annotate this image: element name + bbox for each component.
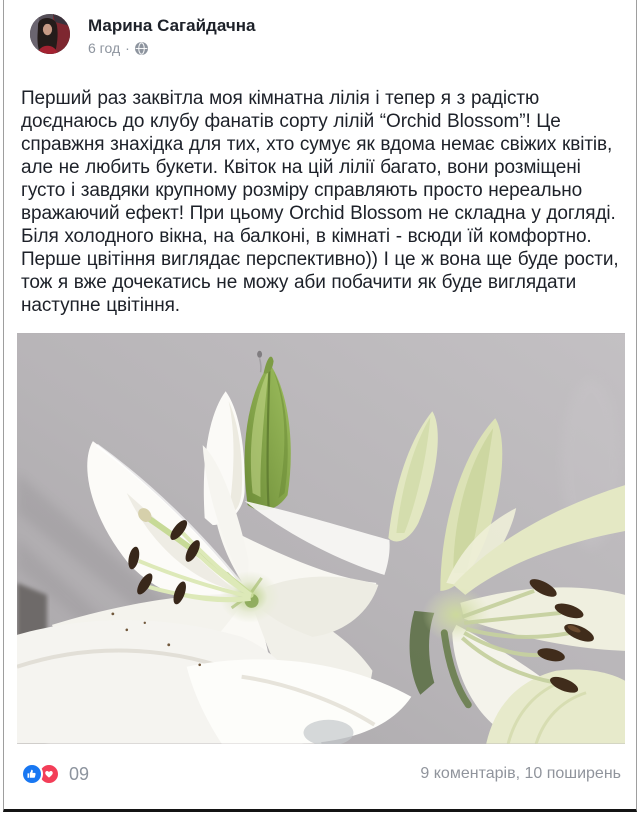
meta-separator: · [125, 40, 130, 56]
like-icon[interactable] [21, 763, 43, 785]
post-header [4, 0, 636, 56]
post-photo[interactable] [17, 333, 625, 744]
avatar[interactable] [30, 14, 70, 54]
post-card [3, 0, 637, 812]
post-footer [4, 744, 636, 785]
reaction-count[interactable]: 09 [69, 763, 90, 784]
author-name[interactable]: Марина Сагайдачна [88, 16, 256, 35]
reactions-summary[interactable] [21, 763, 89, 785]
globe-icon [135, 42, 148, 55]
comments-shares-count[interactable]: 9 коментарів, 10 поширень [420, 765, 621, 782]
post-meta [88, 40, 255, 56]
lily-photo-illustration [17, 333, 625, 744]
avatar-image [30, 14, 70, 54]
header-text [88, 14, 255, 56]
timestamp[interactable]: 6 год [88, 40, 121, 56]
post-body-text: Перший раз заквітла моя кімнатна лілія і тепер я з радістю доєднаюсь до клубу фанатів сорту лілій “Orchid Blossom”! Це справжня знахідка для тих, хто сумує як вдома немає свіжих квітів, але не любить букети. Квіток на цій лілії багато, вони розміщені густо і завдяки крупному розміру справляють просто нереально вражаючий ефект! При цьому Orchid Blossom не складна у догляді. Біля холодного вікна, на балконі, в кімнаті - всюди їй комфортно. Перше цвітіння виглядає перспективно)) І це ж вона ще буде рости, тож я вже дочекатись не можу аби побачити як буде виглядати наступне цвітіння. [21, 88, 619, 316]
